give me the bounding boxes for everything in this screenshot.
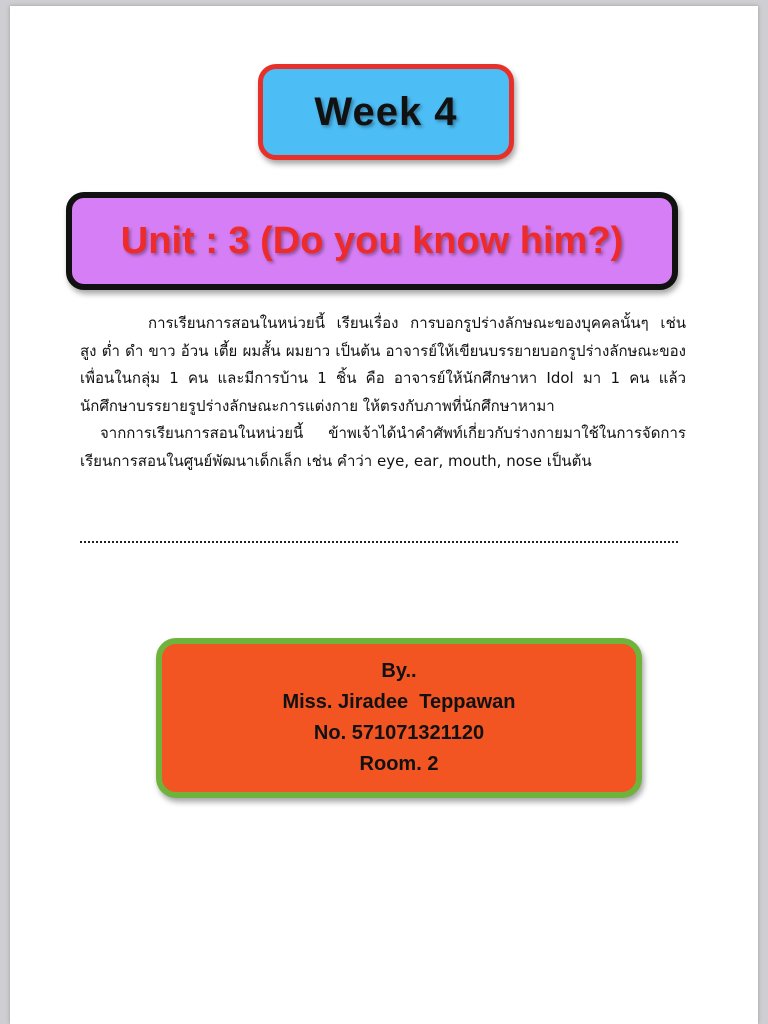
dotted-divider: [80, 541, 678, 543]
author-room: Room. 2: [359, 753, 439, 775]
week-title-box: [258, 64, 514, 160]
unit-title: Unit : 3 (Do you know him?): [120, 219, 624, 262]
body-text: [80, 310, 686, 475]
author-by-label: By..: [381, 660, 417, 682]
author-number: No. 571071321120: [313, 722, 485, 744]
unit-title-box: [66, 192, 678, 290]
author-name: Miss. Jiradee Teppawan: [282, 691, 516, 713]
document-page: [10, 6, 758, 1024]
week-title: Week 4: [314, 89, 458, 134]
author-box: [156, 638, 642, 798]
body-paragraph-2: จากการเรียนการสอนในหน่วยนี้ ข้าพเจ้าได้นำคำศัพท์เกี่ยวกับร่างกายมาใช้ในการจัดการเรียนการสอนในศูนย์พัฒนาเด็กเล็ก เช่น คำว่า eye, ear, mouth, nose เป็นต้น: [80, 424, 686, 470]
body-paragraph-1: การเรียนการสอนในหน่วยนี้ เรียนเรื่อง การบอกรูปร่างลักษณะของบุคคลนั้นๆ เช่น สูง ต่ำ ดำ ขาว อ้วน เตี้ย ผมสั้น ผมยาว เป็นต้น อาจารย์ให้เขียนบรรยายบอกรูปร่างลักษณะของเพื่อนในกลุ่ม 1 คน และมีการบ้าน 1 ชิ้น คือ อาจารย์ให้นักศึกษาหา Idol มา 1 คน แล้วนักศึกษาบรรยายรูปร่างลักษณะการแต่งกาย ให้ตรงกับภาพที่นักศึกษาหามา: [80, 314, 686, 415]
